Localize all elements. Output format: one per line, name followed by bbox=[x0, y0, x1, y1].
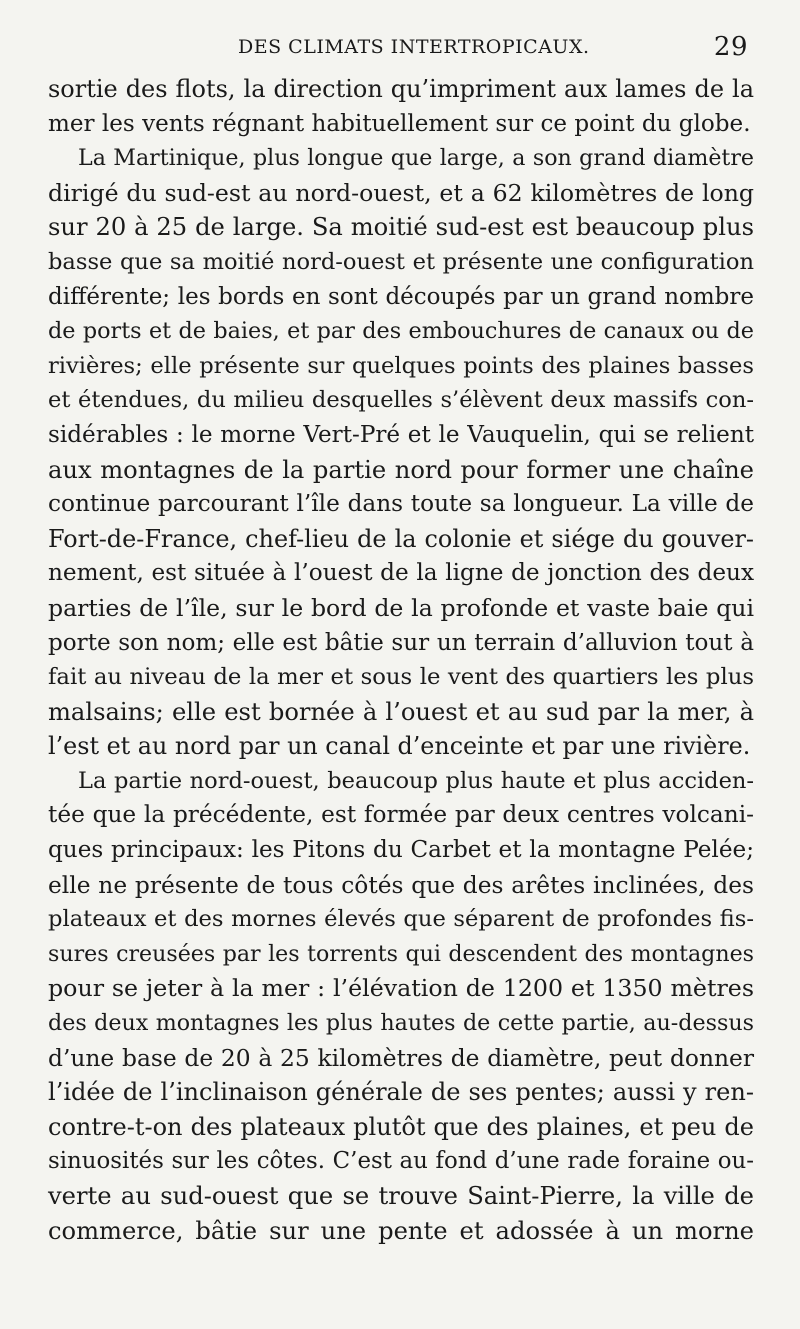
text-line: l’idée de l’inclinaison générale de ses pentes; aussi y ren- bbox=[48, 1078, 754, 1107]
text-line: et étendues, du milieu desquelles s’élèvent deux massifs con- bbox=[48, 387, 754, 414]
text-line: commerce, bâtie sur une pente et adossée à un morne bbox=[48, 1216, 754, 1245]
text-line: plateaux et des mornes élevés que séparent de profondes fis- bbox=[48, 906, 754, 933]
text-line: dirigé du sud-est au nord-ouest, et a 62 kilomètres de long bbox=[48, 178, 754, 207]
paragraph-start-line: La partie nord-ouest, beaucoup plus haute et plus acciden- bbox=[78, 767, 754, 794]
text-line: pour se jeter à la mer : l’élévation de 1200 et 1350 mètres bbox=[48, 974, 754, 1003]
text-line: basse que sa moitié nord-ouest et présente une configuration bbox=[48, 248, 754, 275]
text-line: ques principaux: les Pitons du Carbet et la montagne Pelée; bbox=[48, 837, 754, 864]
running-title: DES CLIMATS INTERTROPICAUX. bbox=[238, 36, 590, 58]
text-line: d’une base de 20 à 25 kilomètres de diamètre, peut donner bbox=[48, 1043, 754, 1072]
text-line: aux montagnes de la partie nord pour former une chaîne bbox=[48, 455, 754, 484]
text-line: l’est et au nord par un canal d’enceinte et par une rivière. bbox=[48, 732, 751, 761]
text-line: elle ne présente de tous côtés que des arêtes inclinées, des bbox=[48, 870, 754, 899]
text-line: sur 20 à 25 de large. Sa moitié sud-est est beaucoup plus bbox=[48, 213, 754, 242]
running-head bbox=[48, 30, 754, 72]
text-line: porte son nom; elle est bâtie sur un terrain d’alluvion tout à bbox=[48, 629, 754, 656]
text-line: Fort-de-France, chef-lieu de la colonie et siége du gouver- bbox=[48, 524, 754, 553]
text-line: fait au niveau de la mer et sous le vent des quartiers les plus bbox=[48, 664, 754, 691]
text-line: tée que la précédente, est formée par deux centres volcani- bbox=[48, 801, 754, 829]
text-line: des deux montagnes les plus hautes de cette partie, au-dessus bbox=[48, 1010, 754, 1037]
text-line: mer les vents régnant habituellement sur ce point du globe. bbox=[48, 110, 751, 137]
text-line: continue parcourant l’île dans toute sa longueur. La ville de bbox=[48, 490, 754, 518]
text-line: de ports et de baies, et par des embouchures de canaux ou de bbox=[48, 318, 754, 345]
text-line: sortie des flots, la direction qu’impriment aux lames de la bbox=[48, 75, 754, 103]
text-line: sures creusées par les torrents qui descendent des montagnes bbox=[48, 940, 754, 967]
text-line: malsains; elle est bornée à l’ouest et au sud par la mer, à bbox=[48, 697, 754, 726]
text-line: différente; les bords en sont découpés par un grand nombre bbox=[48, 283, 754, 310]
text-line: contre-t-on des plateaux plutôt que des plaines, et peu de bbox=[48, 1112, 754, 1141]
text-line: verte au sud-ouest que se trouve Saint-Pierre, la ville de bbox=[48, 1182, 754, 1210]
page-number: 29 bbox=[713, 32, 748, 62]
text-line: sinuosités sur les côtes. C’est au fond d’une rade foraine ou- bbox=[48, 1148, 754, 1175]
body-text bbox=[48, 72, 754, 1248]
text-line: nement, est située à l’ouest de la ligne de jonction des deux bbox=[48, 560, 754, 587]
text-line: sidérables : le morne Vert-Pré et le Vauquelin, qui se relient bbox=[48, 421, 754, 448]
text-line: rivières; elle présente sur quelques points des plaines basses bbox=[48, 352, 754, 379]
paragraph-start-line: La Martinique, plus longue que large, a son grand diamètre bbox=[78, 145, 754, 172]
text-line: parties de l’île, sur le bord de la profonde et vaste baie qui bbox=[48, 593, 754, 622]
